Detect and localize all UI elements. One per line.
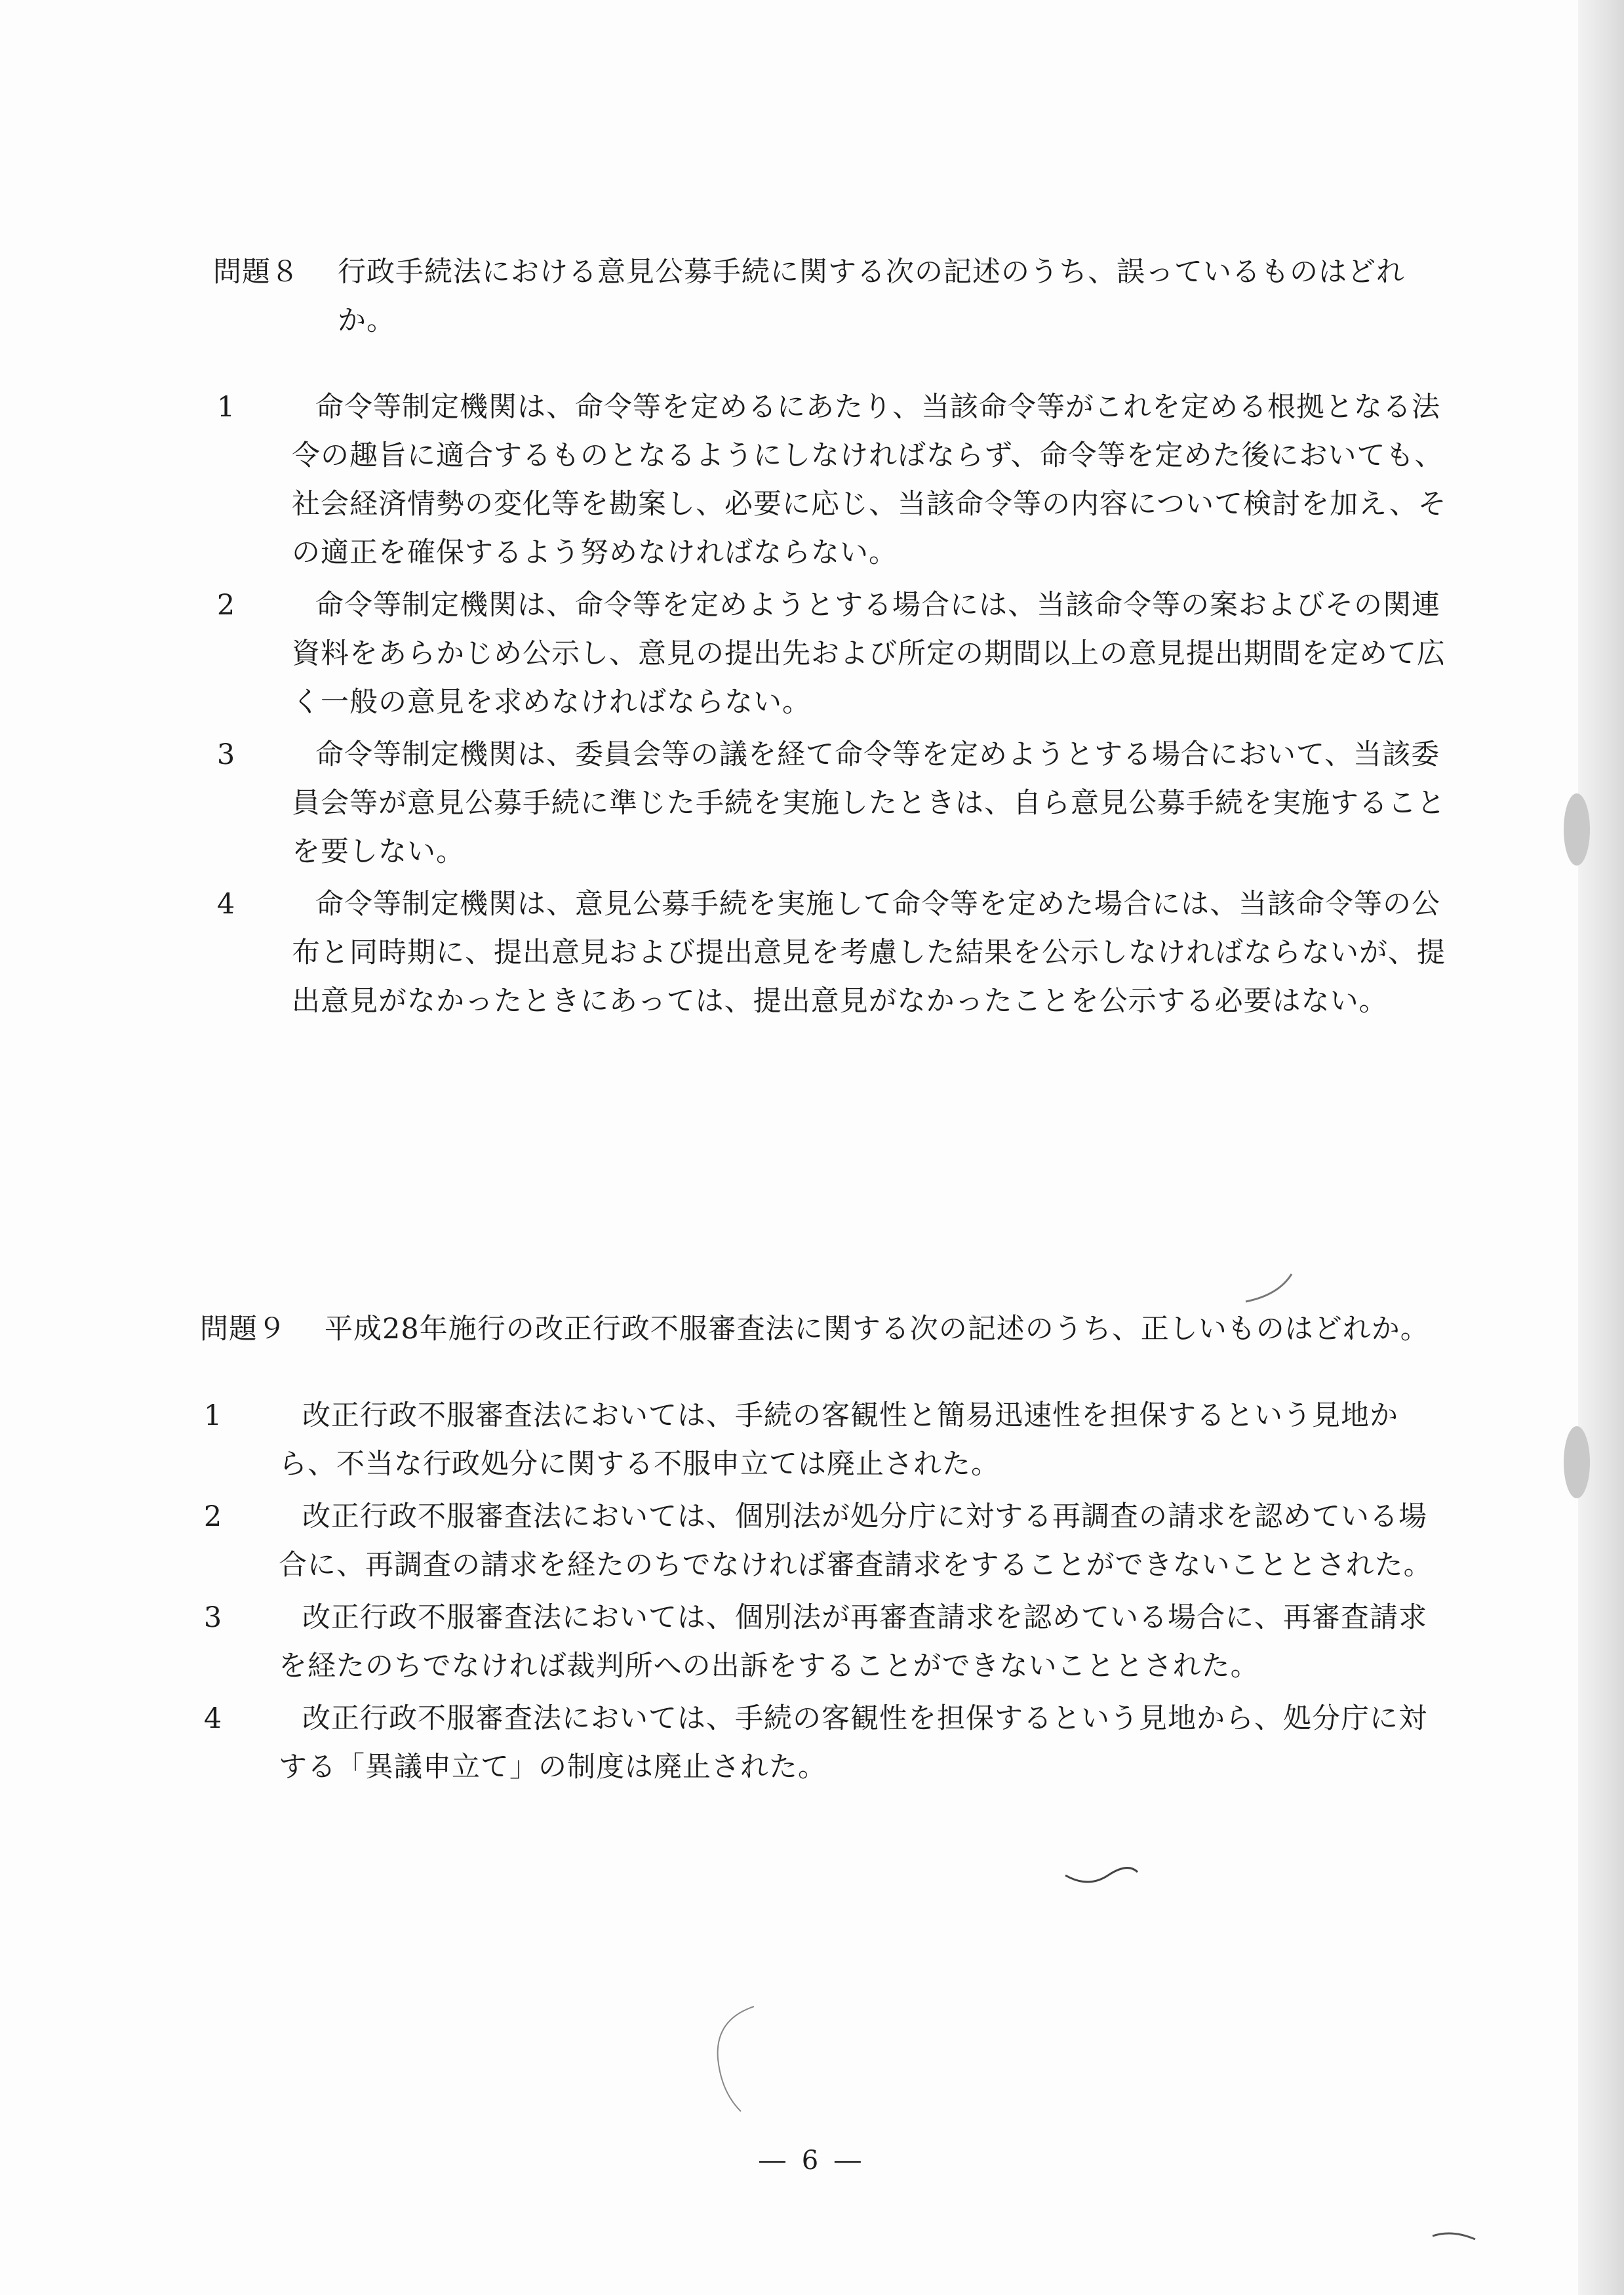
option-text: 命令等制定機関は、意見公募手続を実施して命令等を定めた場合には、当該命令等の公布と同時期に、提出意見および提出意見を考慮した結果を公示しなければならないが、提出意見がなかったときにあっては、提出意見がなかったことを公示する必要はない。 <box>292 888 1446 1018</box>
option-item <box>200 1391 1456 1488</box>
option-number: 3 <box>216 738 236 771</box>
question-8 <box>213 248 1456 1029</box>
option-list <box>200 1391 1456 1791</box>
option-text: 改正行政不服審査法においては、手続の客観性を担保するという見地から、処分庁に対する「異議申立て」の制度は廃止された。 <box>279 1702 1427 1784</box>
option-item <box>213 581 1456 727</box>
question-header <box>200 1305 1456 1353</box>
option-number: 2 <box>216 589 236 622</box>
option-item <box>213 880 1456 1026</box>
pencil-underline-mark <box>1062 1856 1141 1888</box>
scan-speck-mark <box>1429 2226 1482 2246</box>
question-label: 問題９ <box>200 1313 287 1346</box>
option-text: 改正行政不服審査法においては、個別法が再審査請求を認めている場合に、再審査請求を経たのちでなければ裁判所への出訴をすることができないこととされた。 <box>279 1601 1427 1683</box>
option-item <box>213 383 1456 577</box>
option-text: 命令等制定機関は、命令等を定めるにあたり、当該命令等がこれを定める根拠となる法令の趣旨に適合するものとなるようにしなければならず、命令等を定めた後においても、社会経済情勢の変化等を勘案し、必要に応じ、当該命令等の内容について検討を加え、その適正を確保するよう努めなければならない。 <box>292 391 1447 569</box>
question-stem: 行政手続法における意見公募手続に関する次の記述のうち、誤っているものはどれか。 <box>338 256 1405 337</box>
option-item <box>213 730 1456 876</box>
option-list <box>213 383 1456 1026</box>
binder-hole-mark <box>1564 793 1590 866</box>
question-label: 問題８ <box>213 256 300 289</box>
question-9 <box>200 1305 1456 1795</box>
page-edge-shadow <box>1578 0 1624 2295</box>
pencil-curve-mark <box>1239 1269 1298 1308</box>
page-number: ― 6 ― <box>759 2145 865 2176</box>
option-item <box>200 1694 1456 1791</box>
question-header <box>213 248 1456 345</box>
option-number: 3 <box>203 1601 223 1634</box>
option-item <box>200 1492 1456 1589</box>
option-number: 2 <box>203 1500 223 1533</box>
binder-hole-mark <box>1564 1426 1590 1498</box>
option-number: 1 <box>203 1399 223 1432</box>
pencil-curve-mark <box>702 2000 761 2118</box>
option-text: 命令等制定機関は、命令等を定めようとする場合には、当該命令等の案およびその関連資料をあらかじめ公示し、意見の提出先および所定の期間以上の意見提出期間を定めて広く一般の意見を求めなければならない。 <box>292 589 1446 719</box>
option-number: 1 <box>216 391 236 424</box>
option-number: 4 <box>203 1702 223 1735</box>
question-stem: 平成28年施行の改正行政不服審査法に関する次の記述のうち、正しいものはどれか。 <box>325 1313 1429 1346</box>
option-text: 改正行政不服審査法においては、手続の客観性と簡易迅速性を担保するという見地から、不当な行政処分に関する不服申立ては廃止された。 <box>279 1399 1398 1481</box>
option-item <box>200 1593 1456 1690</box>
option-number: 4 <box>216 888 236 921</box>
option-text: 命令等制定機関は、委員会等の議を経て命令等を定めようとする場合において、当該委員会等が意見公募手続に準じた手続を実施したときは、自ら意見公募手続を実施することを要しない。 <box>292 738 1446 868</box>
option-text: 改正行政不服審査法においては、個別法が処分庁に対する再調査の請求を認めている場合に、再調査の請求を経たのちでなければ審査請求をすることができないこととされた。 <box>279 1500 1433 1582</box>
